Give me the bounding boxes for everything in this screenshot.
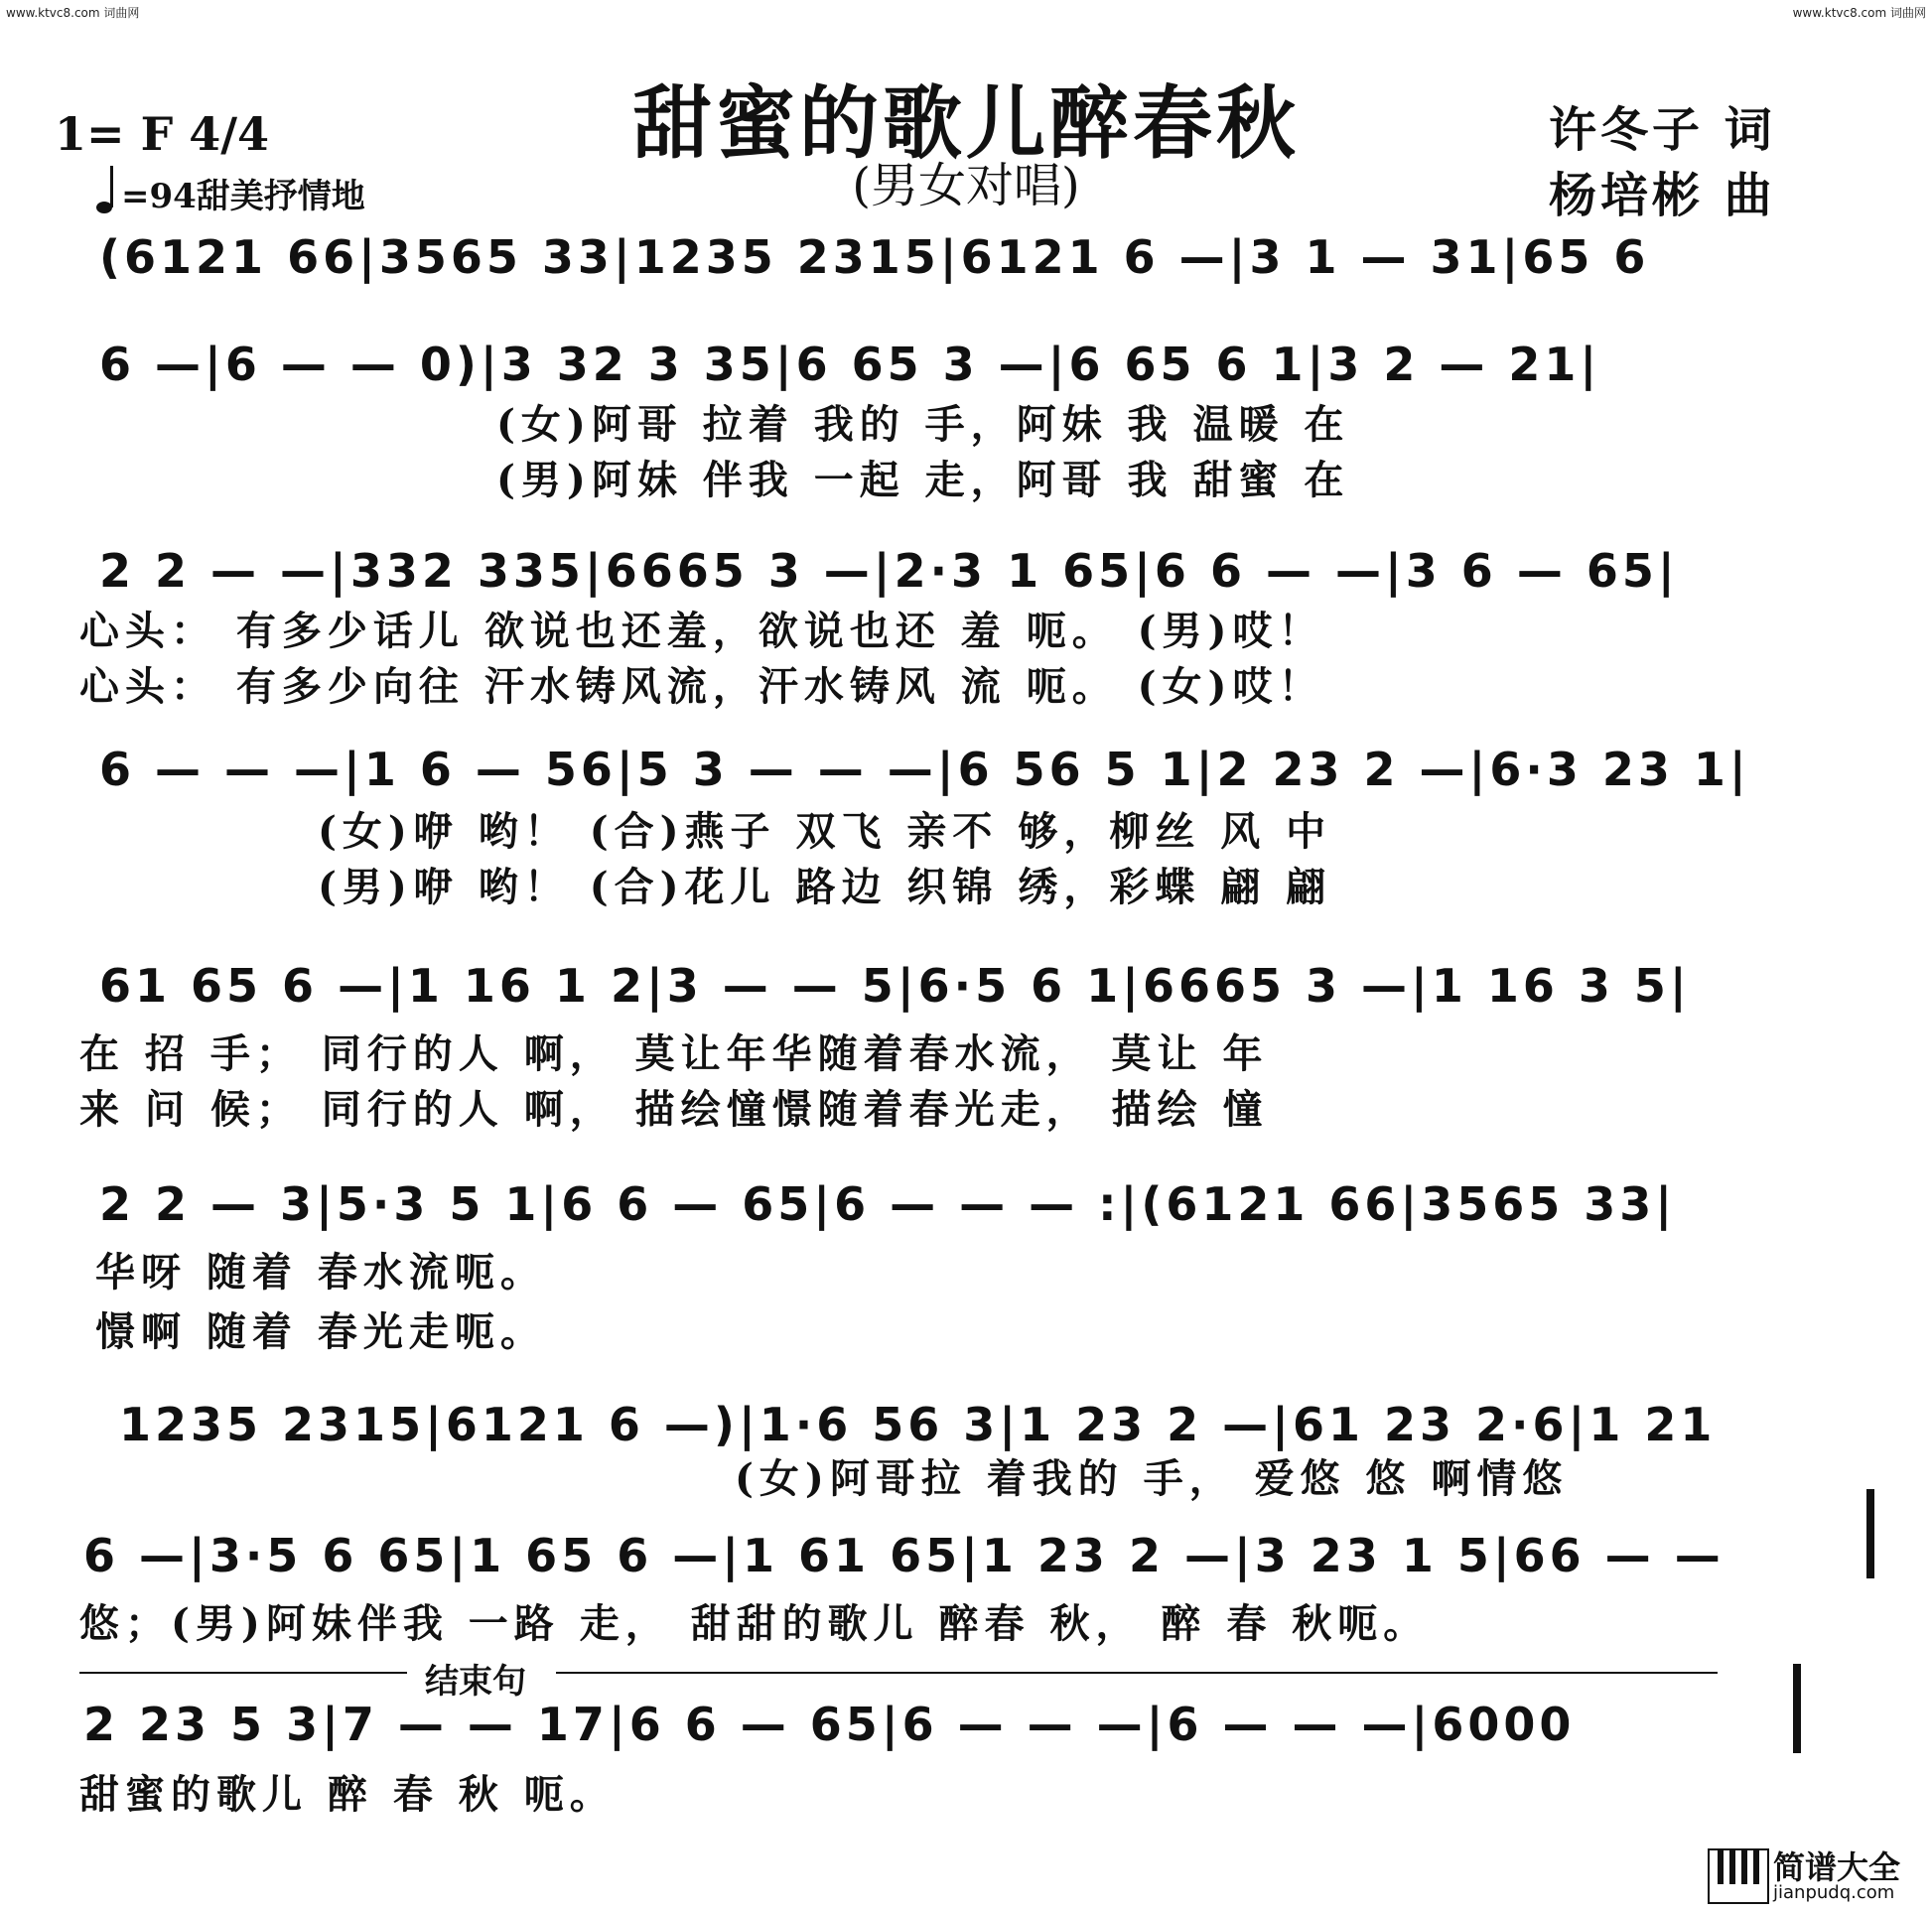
staff-4-lyrics-verse-1: (女)咿 哟！ (合)燕子 双飞 亲不 够，柳丝 风 中	[318, 808, 1332, 855]
staff-2-lyrics-female: (女)阿哥 拉着 我的 手，阿妹 我 温暖 在	[496, 401, 1350, 448]
staff-7-lyrics: (女)阿哥拉 着我的 手， 爱悠 悠 啊情悠	[735, 1455, 1569, 1502]
staff-1-music: (6121 66|3565 33|1235 2315|6121 6 —|3 1 — 31|65 6	[99, 230, 1650, 284]
piano-keys-icon	[1708, 1848, 1769, 1904]
staff-3-lyrics-verse-2: 心头： 有多少向往 汗水铸风流，汗水铸风 流 呃。 (女)哎！	[79, 663, 1324, 710]
staff-5-lyrics-verse-1: 在 招 手； 同行的人 啊， 莫让年华随着春水流， 莫让 年	[79, 1030, 1269, 1077]
staff-8-lyrics: 悠；(男)阿妹伴我 一路 走， 甜甜的歌儿 醉春 秋， 醉 春 秋呃。	[79, 1600, 1430, 1647]
ending-bracket-right	[556, 1672, 1718, 1674]
logo-site: jianpudq.com	[1773, 1882, 1895, 1903]
staff-4-lyrics-verse-2: (男)咿 哟！ (合)花儿 路边 织锦 绣，彩蝶 翩 翩	[318, 864, 1332, 910]
staff-7-music: 1235 2315|6121 6 —)|1·6 56 3|1 23 2 —|61 23 2·6|1 21	[119, 1398, 1717, 1451]
staff-6-lyrics-verse-1: 华呀 随着 春水流呃。	[95, 1249, 546, 1296]
staff-6-music: 2 2 — 3|5·3 5 1|6 6 — 65|6 — — — :|(6121 66|3565 33|	[99, 1177, 1677, 1231]
watermark-left: www.ktvc8.com 词曲网	[6, 6, 140, 20]
staff-5-lyrics-verse-2: 来 问 候； 同行的人 啊， 描绘憧憬随着春光走， 描绘 憧	[79, 1086, 1269, 1133]
staff-9-music: 2 23 5 3|7 — — 17|6 6 — 65|6 — — —|6 — — —|6000	[83, 1698, 1576, 1751]
staff-4-music: 6 — — —|1 6 — 56|5 3 — — —|6 56 5 1|2 23 2 —|6·3 23 1|	[99, 743, 1750, 796]
song-title: 甜蜜的歌儿醉春秋	[632, 76, 1300, 170]
composer-credit: 杨培彬 曲	[1549, 168, 1776, 223]
song-subtitle: (男女对唱)	[852, 158, 1080, 213]
staff-2-music: 6 —|6 — — 0)|3 32 3 35|6 65 3 —|6 65 6 1|3 2 — 21|	[99, 338, 1601, 391]
staff-6-lyrics-verse-2: 憬啊 随着 春光走呃。	[95, 1308, 546, 1355]
quarter-note-icon	[95, 164, 117, 215]
lyricist-credit: 许冬子 词	[1549, 102, 1776, 158]
staff-8-bar-line	[1866, 1489, 1874, 1578]
staff-9-lyrics: 甜蜜的歌儿 醉 春 秋 呃。	[79, 1771, 616, 1818]
staff-3-lyrics-verse-1: 心头： 有多少话儿 欲说也还羞，欲说也还 羞 呃。 (男)哎！	[79, 608, 1324, 654]
final-bar-line	[1793, 1664, 1801, 1753]
key-signature: 1= F 4/4	[55, 107, 270, 161]
ending-label: 结束句	[417, 1654, 534, 1703]
staff-2-lyrics-male: (男)阿妹 伴我 一起 走，阿哥 我 甜蜜 在	[496, 457, 1350, 503]
tempo-marking: =94甜美抒情地	[121, 177, 365, 216]
staff-5-music: 61 65 6 —|1 16 1 2|3 — — 5|6·5 6 1|6665 3 —|1 16 3 5|	[99, 959, 1691, 1013]
staff-8-music: 6 —|3·5 6 65|1 65 6 —|1 61 65|1 23 2 —|3 23 1 5|66 — —	[83, 1529, 1725, 1582]
logo-brand: 简谱大全	[1773, 1848, 1901, 1886]
jianpu-logo	[1708, 1843, 1926, 1906]
watermark-right: www.ktvc8.com 词曲网	[1792, 6, 1926, 20]
ending-bracket-left	[79, 1672, 407, 1674]
staff-3-music: 2 2 — —|332 335|6665 3 —|2·3 1 65|6 6 — —|3 6 — 65|	[99, 544, 1679, 598]
